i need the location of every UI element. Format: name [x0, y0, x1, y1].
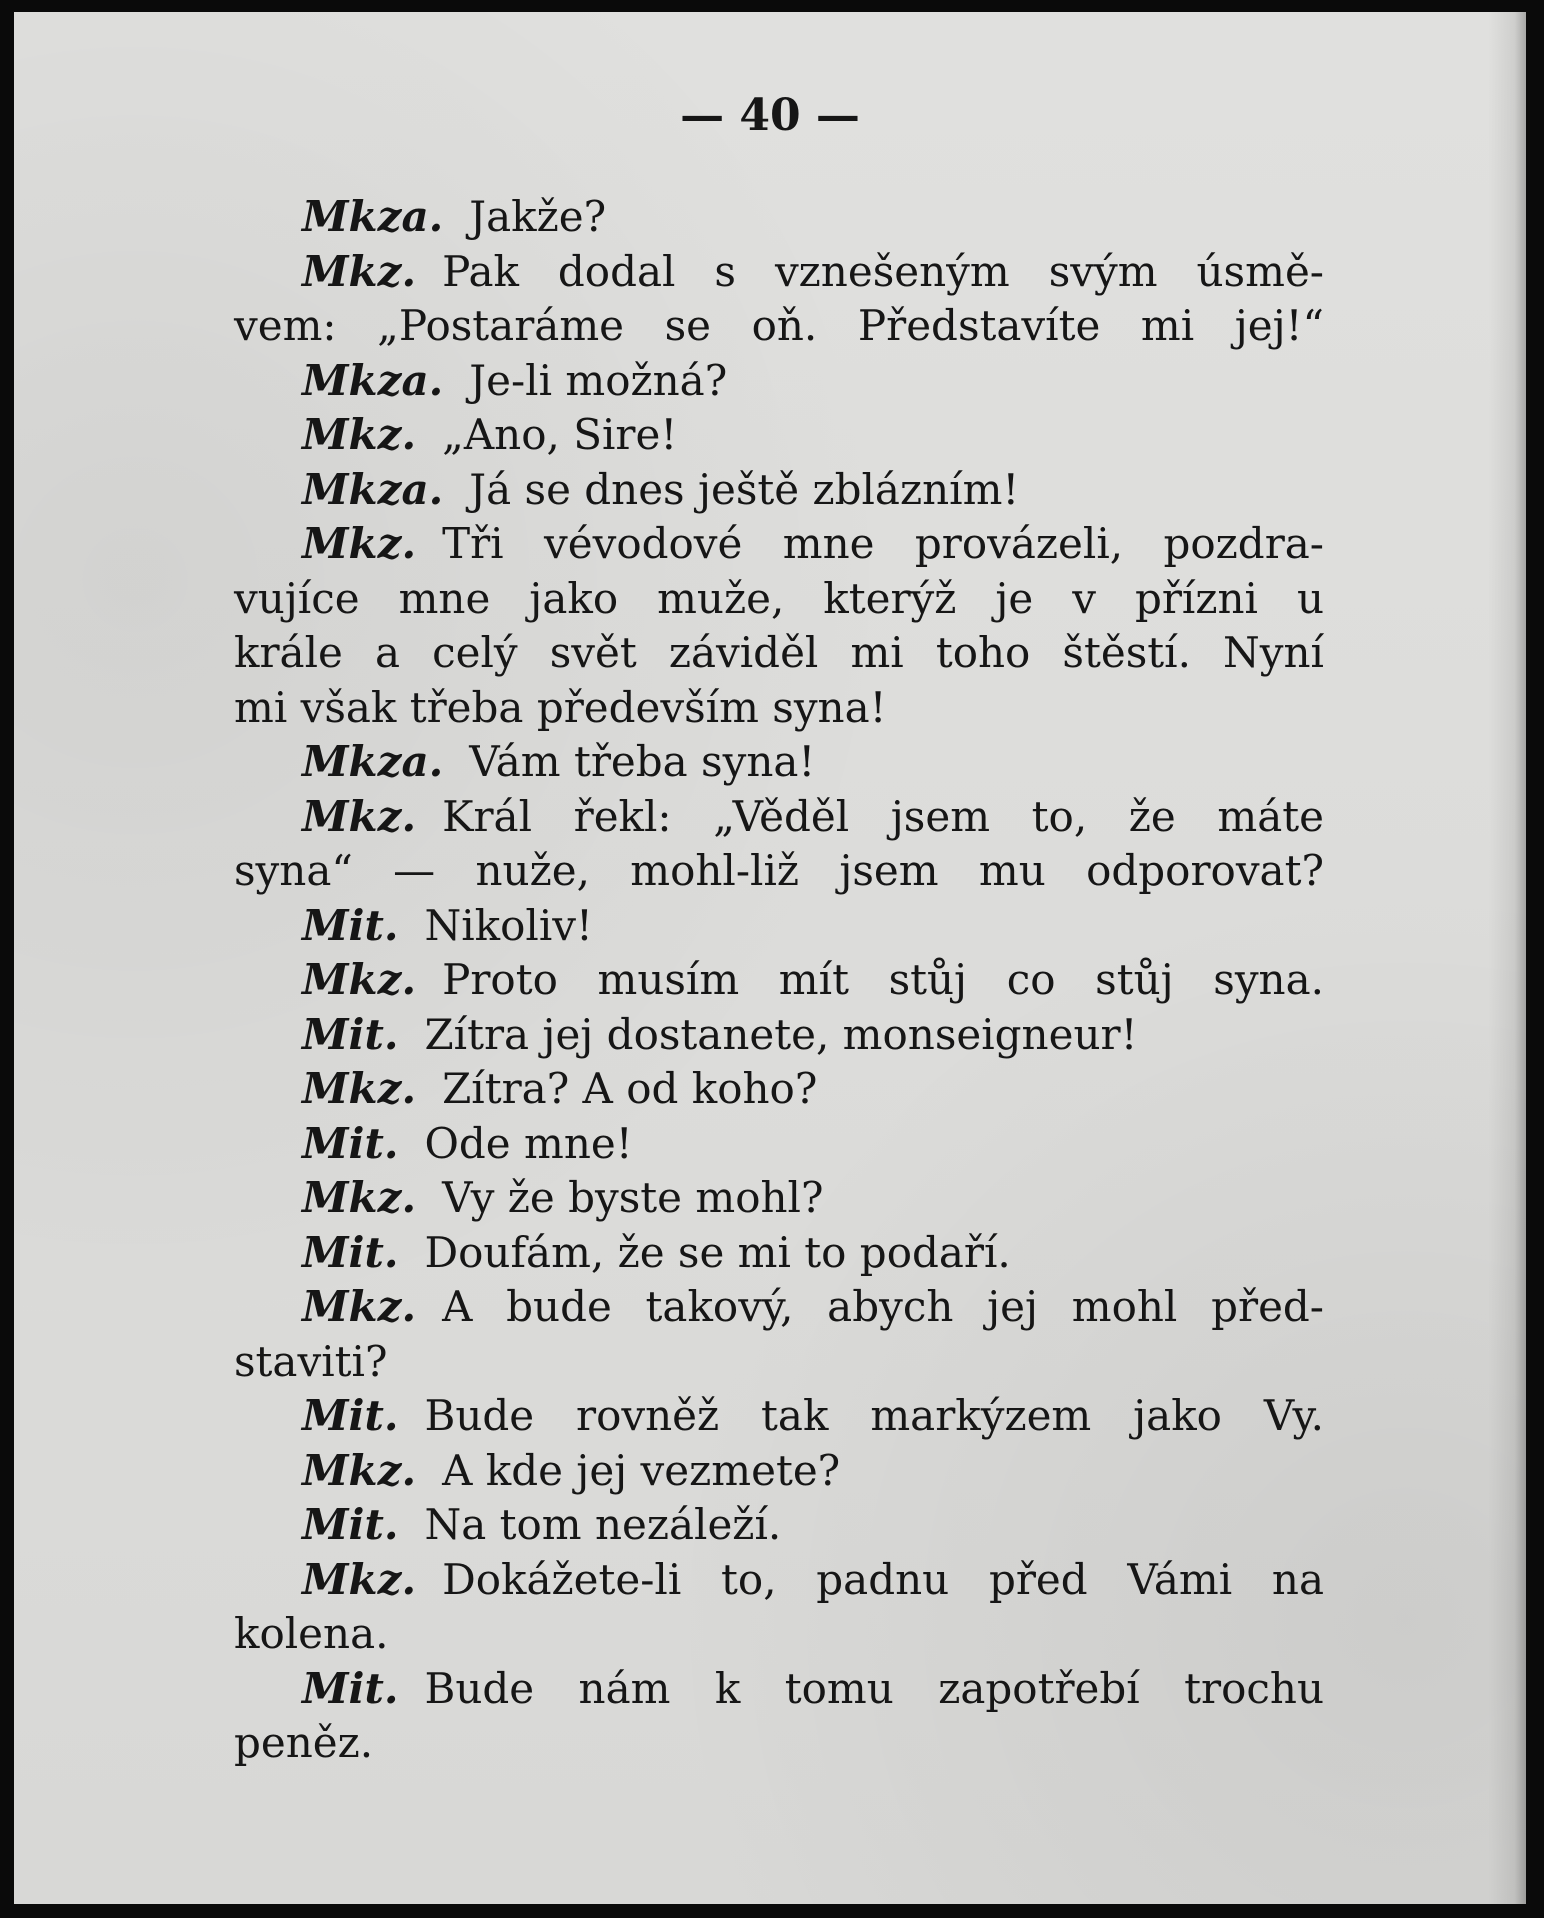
text-line — [234, 1662, 1324, 1717]
text-line — [234, 1607, 1324, 1662]
text-line — [234, 408, 1324, 463]
speaker-label: Mkza. — [302, 355, 444, 405]
speaker-label: Mit. — [302, 1391, 399, 1440]
text-line — [234, 1226, 1324, 1281]
line-text: Tři vévodové mne provázeli, pozdra- — [442, 519, 1324, 568]
line-text: Zítra jej dostanete, monseigneur! — [424, 1009, 1138, 1059]
speaker-label: Mkz. — [302, 1554, 417, 1604]
text-line — [234, 463, 1324, 518]
text-line — [234, 953, 1324, 1008]
line-text: kolena. — [234, 1609, 389, 1658]
page-edge-shadow — [1488, 12, 1526, 1904]
text-line — [234, 844, 1324, 899]
book-page — [14, 12, 1526, 1904]
line-text: Já se dnes ještě zblázním! — [469, 464, 1020, 514]
text-line — [234, 190, 1324, 245]
line-text: Ode mne! — [424, 1118, 633, 1168]
speaker-label: Mit. — [302, 1663, 399, 1713]
text-line — [234, 1716, 1324, 1771]
speaker-label: Mkza. — [302, 192, 444, 241]
dialogue-text — [234, 190, 1324, 1771]
text-line — [234, 626, 1324, 681]
line-text: staviti? — [234, 1336, 388, 1386]
speaker-label: Mkz. — [302, 410, 417, 459]
speaker-label: Mkz. — [302, 1064, 417, 1113]
line-text: Bude rovněž tak markýzem jako Vy. — [424, 1391, 1324, 1440]
speaker-label: Mkz. — [302, 1173, 417, 1222]
speaker-label: Mit. — [302, 900, 399, 950]
line-text: A bude takový, abych jej mohl před- — [442, 1282, 1324, 1331]
line-text: Na tom nezáleží. — [424, 1500, 782, 1549]
speaker-label: Mkz. — [302, 791, 417, 841]
line-text: A kde jej vezmete? — [442, 1445, 841, 1495]
line-text: Vám třeba syna! — [469, 737, 816, 786]
line-text: vujíce mne jako muže, kterýž je v přízni u — [234, 573, 1324, 623]
text-line — [234, 517, 1324, 572]
speaker-label: Mkz. — [302, 955, 417, 1004]
speaker-label: Mkz. — [302, 519, 417, 568]
speaker-label: Mkz. — [302, 246, 417, 296]
line-text: syna“ — nuže, mohl-liž jsem mu odporovat? — [234, 846, 1324, 895]
text-line — [234, 1062, 1324, 1117]
text-line — [234, 735, 1324, 790]
text-line — [234, 245, 1324, 300]
line-text: Bude nám k tomu zapotřebí trochu — [424, 1663, 1324, 1713]
line-text: Je-li možná? — [469, 355, 728, 405]
text-line — [234, 1444, 1324, 1499]
text-line — [234, 1389, 1324, 1444]
line-text: „Ano, Sire! — [442, 410, 678, 459]
text-line — [234, 572, 1324, 627]
line-text: Král řekl: „Věděl jsem to, že máte — [442, 791, 1324, 841]
text-line — [234, 1553, 1324, 1608]
text-line — [234, 1335, 1324, 1390]
text-line — [234, 1280, 1324, 1335]
text-line — [234, 790, 1324, 845]
speaker-label: Mkza. — [302, 464, 444, 514]
line-text: Nikoliv! — [424, 900, 593, 950]
line-text: mi však třeba především syna! — [234, 682, 887, 732]
line-text: Doufám, že se mi to podaří. — [424, 1227, 1011, 1277]
line-text: Zítra? A od koho? — [442, 1064, 818, 1113]
line-text: Dokážete-li to, padnu před Vámi na — [442, 1554, 1324, 1604]
line-text: peněz. — [234, 1718, 374, 1767]
line-text: Pak dodal s vznešeným svým úsmě- — [442, 246, 1324, 296]
line-text: vem: „Postaráme se oň. Představíte mi jej!“ — [234, 301, 1324, 350]
line-text: Vy že byste mohl? — [442, 1173, 824, 1222]
speaker-label: Mit. — [302, 1227, 399, 1277]
text-line — [234, 681, 1324, 736]
speaker-label: Mit. — [302, 1009, 399, 1059]
text-line — [234, 1171, 1324, 1226]
speaker-label: Mkz. — [302, 1445, 417, 1495]
text-line — [234, 299, 1324, 354]
speaker-label: Mit. — [302, 1500, 399, 1549]
line-text: krále a celý svět záviděl mi toho štěstí. Nyní — [234, 628, 1324, 677]
speaker-label: Mit. — [302, 1118, 399, 1168]
text-line — [234, 1117, 1324, 1172]
line-text: Jakže? — [469, 192, 607, 241]
line-text: Proto musím mít stůj co stůj syna. — [442, 955, 1324, 1004]
text-line — [234, 899, 1324, 954]
speaker-label: Mkz. — [302, 1282, 417, 1331]
text-line — [234, 1498, 1324, 1553]
page-number: — 40 — — [680, 90, 860, 141]
text-line — [234, 354, 1324, 409]
text-line — [234, 1008, 1324, 1063]
speaker-label: Mkza. — [302, 737, 444, 786]
